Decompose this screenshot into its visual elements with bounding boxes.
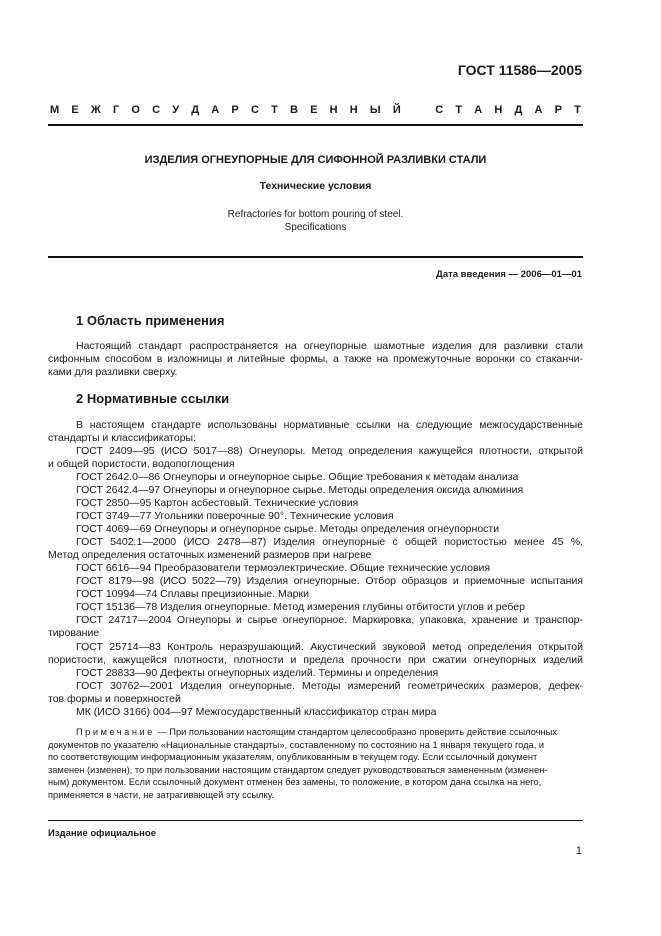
document-title-english xyxy=(48,208,583,234)
banner-letter: А xyxy=(211,104,221,116)
banner-letter: Т xyxy=(271,104,279,116)
banner-letter: Н xyxy=(349,104,359,116)
note-line: заменен (изменен), то при пользовании настоящим стандартом следует руководствоваться замененным (изменен- xyxy=(48,765,548,775)
reference-line: и общей пористости, водопоглощения xyxy=(48,458,235,470)
introduction-date: Дата введения — 2006—01—01 xyxy=(436,269,582,280)
banner-letter: Н xyxy=(329,104,339,116)
note-label: Примечание xyxy=(76,727,155,737)
section-2-line: стандарты и классификаторы: xyxy=(48,432,197,444)
banner-letter: Д xyxy=(514,104,524,116)
reference-line: ГОСТ 28833—90 Дефекты огнеупорных изделий. Термины и определения xyxy=(76,667,439,679)
banner-letter: М xyxy=(50,104,61,116)
banner-letter: А xyxy=(534,104,544,116)
reference-line: ГОСТ 4069—69 Огнеупоры и огнеупорное сырье. Методы определения огнеупорности xyxy=(76,523,500,535)
reference-line: пористости, кажущейся плотности, плотности и предела прочности при сжатии огнеупорных изделий xyxy=(48,654,583,666)
reference-line: ГОСТ 2642.4—97 Огнеупоры и огнеупорное сырье. Методы определения оксида алюминия xyxy=(76,484,524,496)
note-line: по соответствующим информационным указателям, опубликованным в текущем году. Если ссылочный документ xyxy=(48,752,538,762)
banner-letter: Й xyxy=(392,104,402,116)
title-divider xyxy=(48,256,583,258)
title-en-line: Specifications xyxy=(284,222,347,233)
banner-letter: Т xyxy=(574,104,582,116)
reference-line: ГОСТ 2850—95 Картон асбестовый. Технические условия xyxy=(76,497,359,509)
page-number: 1 xyxy=(575,845,582,857)
edition-label: Издание официальное xyxy=(48,828,156,839)
banner-letter: У xyxy=(172,104,181,116)
banner-letter: С xyxy=(435,104,445,116)
banner-letter: А xyxy=(474,104,484,116)
section-1-line: сифонным способом в изложницы и литейные формы, а также на промежуточные воронки со стаканчи- xyxy=(48,353,583,365)
reference-line: ГОСТ 25714—83 Контроль неразрушающий. Акустический звуковой метод определения открытой xyxy=(76,641,583,653)
section-2-heading: 2 Нормативные ссылки xyxy=(76,391,230,406)
note-first-line xyxy=(48,726,583,738)
reference-line: МК (ИСО 3166) 004—97 Межгосударственный классификатор стран мира xyxy=(76,706,437,718)
reference-line: ГОСТ 2409—95 (ИСО 5017—88) Огнеупоры. Метод определения кажущейся плотности, открытой xyxy=(76,445,583,457)
reference-line: ГОСТ 6616—94 Преобразователи термоэлектрические. Общие технические условия xyxy=(76,562,491,574)
section-1-line: ками для разливки сверху. xyxy=(48,366,178,378)
reference-line: ГОСТ 10994—74 Сплавы прецизионные. Марки xyxy=(76,588,309,600)
banner-letter: О xyxy=(131,104,141,116)
banner-letter: Е xyxy=(310,104,319,116)
reference-line: ГОСТ 8179—98 (ИСО 5022—79) Изделия огнеупорные. Отбор образцов и приемочные испытания xyxy=(76,575,583,587)
section-1-heading: 1 Область применения xyxy=(76,313,225,328)
banner-letter: Е xyxy=(71,104,80,116)
document-title: ИЗДЕЛИЯ ОГНЕУПОРНЫЕ ДЛЯ СИФОННОЙ РАЗЛИВКИ СТАЛИ xyxy=(144,154,487,166)
note-line: применяется в части, не затрагивающей эту ссылку. xyxy=(48,790,274,800)
document-subtitle: Технические условия xyxy=(259,180,372,192)
reference-line: ГОСТ 15136—78 Изделия огнеупорные. Метод измерения глубины отбитости углов и ребер xyxy=(76,601,525,613)
banner-letter: Т xyxy=(455,104,464,116)
reference-line: ГОСТ 2642.0—86 Огнеупоры и огнеупорное сырье. Общие требования к методам анализа xyxy=(76,471,519,483)
note-line: документов по указателю «Национальные стандарты», составленному по состоянию на 1 января текущего года, и xyxy=(48,740,545,750)
banner-letter: С xyxy=(152,104,162,116)
banner-letter: Р xyxy=(554,104,563,116)
banner-letter: Ж xyxy=(90,104,102,116)
banner-letter: В xyxy=(289,104,299,116)
reference-line: Метод определения остаточных изменений размеров при нагреве xyxy=(48,549,372,561)
reference-line: ГОСТ 24717—2004 Огнеупоры и сырье огнеупорное. Маркировка, упаковка, хранение и транспор- xyxy=(76,614,583,626)
header-divider xyxy=(48,124,583,126)
note-line: ным) документом. Если ссылочный документ отменен без замены, то положение, в котором дана ссылка на него, xyxy=(48,777,542,787)
reference-line: ГОСТ 30762—2001 Изделия огнеупорные. Методы измерений геометрических размеров, дефек- xyxy=(76,680,583,692)
reference-line: тирование xyxy=(48,627,100,639)
note-text: — При пользовании настоящим стандартом целесообразно проверить действие ссылочных xyxy=(154,727,557,737)
reference-line: ГОСТ 3749—77 Угольники поверочные 90°. Технические условия xyxy=(76,510,394,522)
banner-letter: Р xyxy=(231,104,240,116)
banner-letter: С xyxy=(250,104,260,116)
gost-number: ГОСТ 11586—2005 xyxy=(457,62,582,78)
banner-letter: Ы xyxy=(369,104,382,116)
footer-divider xyxy=(48,820,583,821)
section-2-line: В настоящем стандарте использованы нормативные ссылки на следующие межгосударственные xyxy=(76,419,583,431)
banner-letter: Г xyxy=(112,104,121,116)
interstate-standard-banner xyxy=(50,104,582,116)
banner-letter: Д xyxy=(191,104,201,116)
title-en-line: Refractories for bottom pouring of steel. xyxy=(227,209,404,220)
reference-line: ГОСТ 5402.1—2000 (ИСО 2478—87) Изделия огнеупорные с общей пористостью менее 45 %. xyxy=(76,536,583,548)
section-1-line: Настоящий стандарт распространяется на огнеупорные шамотные изделия для разливки стали xyxy=(76,340,583,352)
banner-letter: Н xyxy=(494,104,504,116)
reference-line: тов формы и поверхностей xyxy=(48,693,181,705)
